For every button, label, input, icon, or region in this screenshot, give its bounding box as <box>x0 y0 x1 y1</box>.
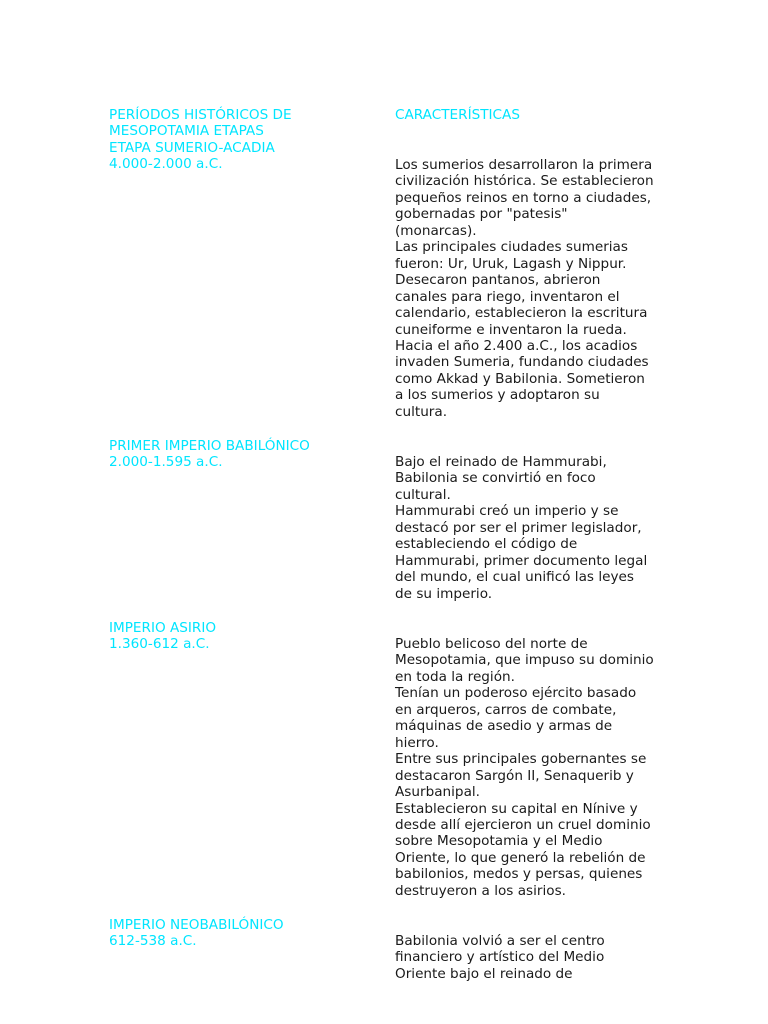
imperio-asirio-title: IMPERIO ASIRIO 1.360-612 a.C. <box>109 620 217 653</box>
periods-column-title: PERÍODOS HISTÓRICOS DE MESOPOTAMIA ETAPAS ETAPA SUMERIO-ACADIA 4.000-2.000 a.C. <box>109 107 292 173</box>
imperio-neobabilonico-description: Babilonia volvió a ser el centro financiero y artístico del Medio Oriente bajo el reinado de <box>395 933 605 982</box>
imperio-asirio-description: Pueblo belicoso del norte de Mesopotamia, que impuso su dominio en toda la región. Tenían un poderoso ejército basado en arqueros, carros de combate, máquinas de asedio y armas de hierro. Entre sus principales gobernantes se destacaron Sargón II, Senaquerib y Asurbanipal. Establecieron su capital en Nínive y desde allí ejercieron un cruel dominio sobre Mesopotamia y el Medio Oriente, lo que generó la rebelión de babilonios, medos y persas, quienes destruyeron a los asirios. <box>395 636 654 899</box>
imperio-neobabilonico-title: IMPERIO NEOBABILÓNICO 612-538 a.C. <box>109 917 284 950</box>
primer-imperio-babilonico-title: PRIMER IMPERIO BABILÓNICO 2.000-1.595 a.C. <box>109 438 310 471</box>
characteristics-column-title: CARACTERÍSTICAS <box>395 107 520 123</box>
sumerio-acadia-description: Los sumerios desarrollaron la primera civilización histórica. Se establecieron pequeños reinos en torno a ciudades, gobernadas por "patesis" (monarcas). Las principales ciudades sumerias fueron: Ur, Uruk, Lagash y Nippur. Desecaron pantanos, abrieron canales para riego, inventaron el calendario, establecieron la escritura cuneiforme e inventaron la rueda. Hacia el año 2.400 a.C., los acadios invaden Sumeria, fundando ciudades como Akkad y Babilonia. Sometieron a los sumerios y adoptaron su cultura. <box>395 157 654 420</box>
primer-imperio-babilonico-description: Bajo el reinado de Hammurabi, Babilonia se convirtió en foco cultural. Hammurabi creó un imperio y se destacó por ser el primer legislador, estableciendo el código de Hammurabi, primer documento legal del mundo, el cual unificó las leyes de su imperio. <box>395 454 648 602</box>
